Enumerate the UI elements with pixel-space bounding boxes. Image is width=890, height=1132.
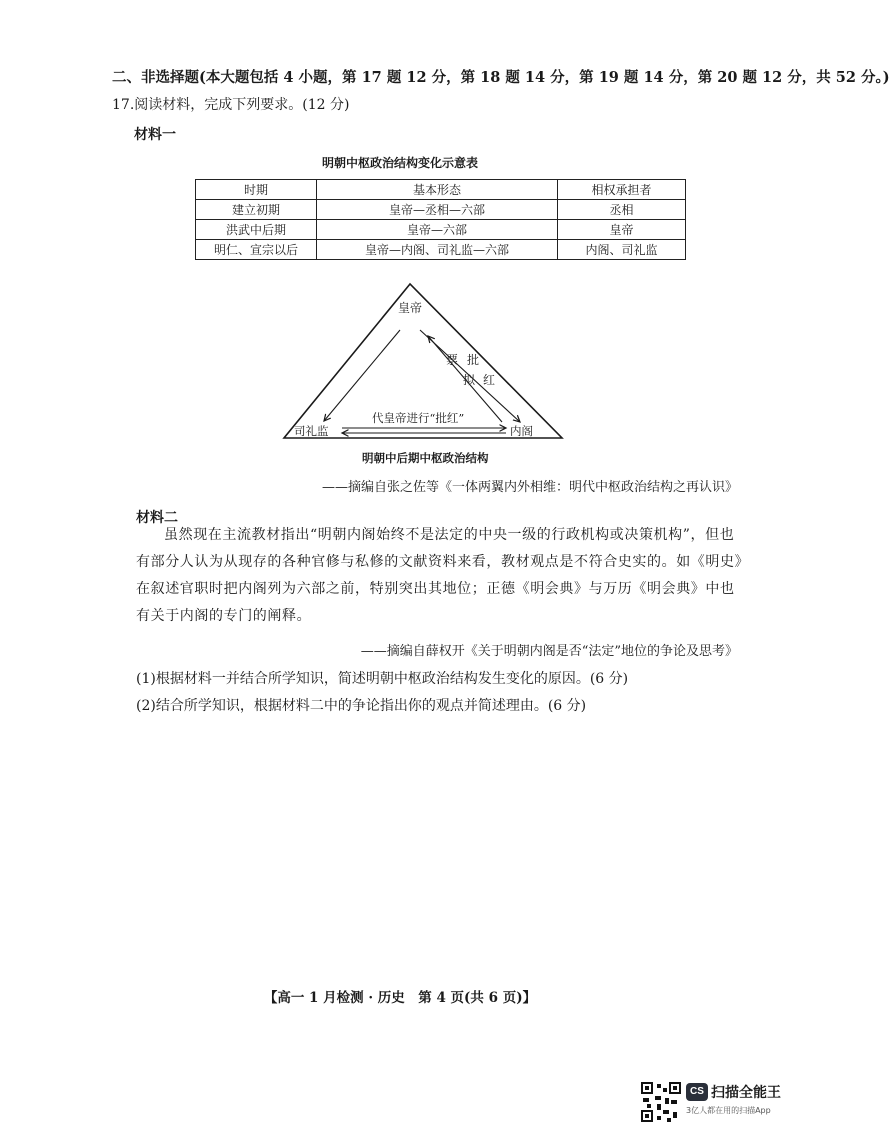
table-cell: 内阁、司礼监 xyxy=(558,240,686,260)
table-header-cell: 时期 xyxy=(196,180,317,200)
material-two-label: 材料二 xyxy=(136,510,178,526)
page-footer: 【高一 1 月检测 · 历史 第 4 页(共 6 页)】 xyxy=(263,990,537,1006)
sub-question-1: (1)根据材料一并结合所学知识，简述明朝中枢政治结构发生变化的原因。(6 分) xyxy=(136,671,629,687)
node-neige: 内阁 xyxy=(510,424,533,438)
material-two-source: ——摘编自薛权开《关于明朝内阁是否“法定”地位的争论及思考》 xyxy=(360,644,738,659)
label-hong: 红 xyxy=(483,373,496,387)
brand-name: 扫描全能王 xyxy=(711,1085,781,1101)
table-header-cell: 基本形态 xyxy=(317,180,558,200)
section-heading: 二、非选择题(本大题包括 4 小题，第 17 题 12 分，第 18 题 14 分，第 19 题 14 分，第 20 题 12 分，共 52 分。) xyxy=(112,69,890,86)
brand-tagline: 3亿人都在用的扫描App xyxy=(686,1106,771,1115)
table-cell: 皇帝—六部 xyxy=(317,220,558,240)
material-two-text: 虽然现在主流教材指出“明朝内阁始终不是法定的中央一级的行政机构或决策机构”，但也有部分人认为从现存的各种官修与私修的文献资料来看，教材观点是不符合史实的。如《明史》在叙述官职时把内阁列为六部之前，特别突出其地位；正德《明会典》与万历《明会典》中也有关于内阁的专门的阐释。 xyxy=(136,527,743,624)
question-17-title: 17.阅读材料，完成下列要求。(12 分) xyxy=(112,97,350,113)
structure-table xyxy=(195,179,686,260)
table-row xyxy=(196,220,686,240)
table-cell: 皇帝 xyxy=(558,220,686,240)
sub-question-2: (2)结合所学知识，根据材料二中的争论指出你的观点并简述理由。(6 分) xyxy=(136,698,587,714)
table-header-row xyxy=(196,180,686,200)
table-header-cell: 相权承担者 xyxy=(558,180,686,200)
label-pi: 批 xyxy=(467,353,480,367)
node-silijian: 司礼监 xyxy=(294,424,329,438)
label-daipi: 代皇帝进行“批红” xyxy=(372,411,465,425)
table-cell: 皇帝—内阁、司礼监—六部 xyxy=(317,240,558,260)
table-cell: 皇帝—丞相—六部 xyxy=(317,200,558,220)
structure-diagram xyxy=(280,280,570,470)
table-cell: 明仁、宣宗以后 xyxy=(196,240,317,260)
diagram-caption: 明朝中后期中枢政治结构 xyxy=(362,451,489,465)
material-one-label: 材料一 xyxy=(134,127,176,143)
material-one-source: ——摘编自张之佐等《一体两翼内外相维：明代中枢政治结构之再认识》 xyxy=(321,480,738,495)
node-emperor: 皇帝 xyxy=(398,301,423,315)
table-cell: 建立初期 xyxy=(196,200,317,220)
label-ni: 拟 xyxy=(463,373,476,387)
table-cell: 丞相 xyxy=(558,200,686,220)
table-row xyxy=(196,240,686,260)
table-cell: 洪武中后期 xyxy=(196,220,317,240)
qr-code-icon xyxy=(641,1082,681,1122)
table-title: 明朝中枢政治结构变化示意表 xyxy=(321,156,478,170)
label-piao: 票 xyxy=(446,353,459,367)
camscanner-logo-icon: CS xyxy=(686,1083,708,1101)
table-row xyxy=(196,200,686,220)
